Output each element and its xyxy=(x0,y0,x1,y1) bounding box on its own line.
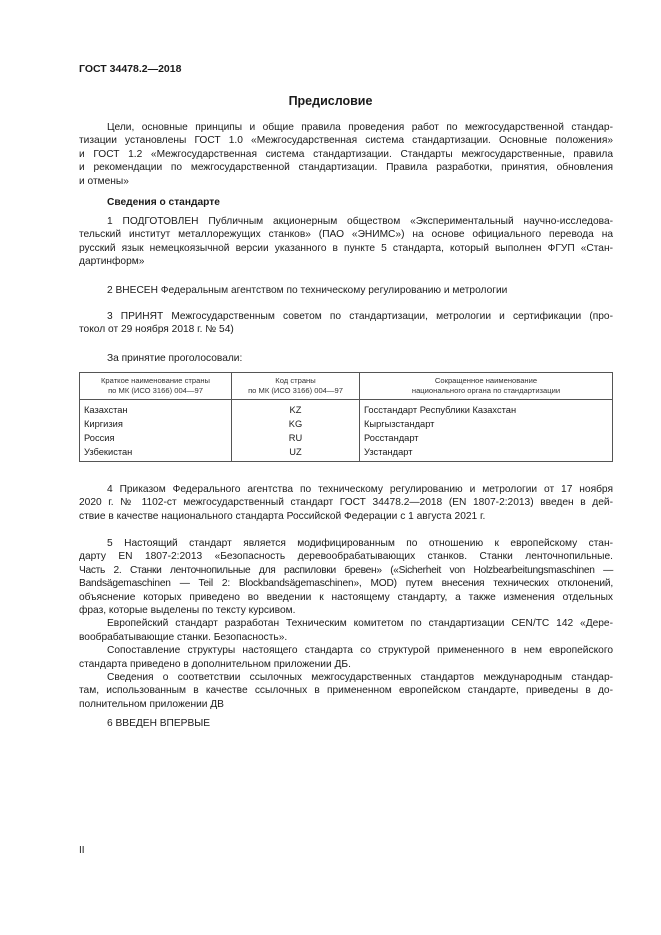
country-name-cell: Узбекистан xyxy=(80,445,232,462)
paragraph-line: дартинформ» xyxy=(79,256,145,268)
paragraph-line: русский язык немецкоязычной версии указанного в пункте 5 стандарта, который выполнен ФГУП «Стан- xyxy=(79,242,613,254)
table-row xyxy=(80,431,613,445)
paragraph-line: 4 Приказом Федерального агентства по техническому регулированию и метрологии от 17 ноября xyxy=(107,484,613,495)
header-line: Код страны xyxy=(275,376,316,385)
paragraph-line: 3 ПРИНЯТ Межгосударственным советом по стандартизации, метрологии и сертификации (про- xyxy=(107,311,613,322)
header-line: Сокращенное наименование xyxy=(434,376,538,385)
table-header-row xyxy=(80,373,613,400)
paragraph-line: Сведения о соответствии ссылочных межгосударственных стандартов международным стандар- xyxy=(107,672,613,684)
national-body-cell: Кыргызстандарт xyxy=(360,417,613,431)
header-national-body xyxy=(360,373,613,400)
paragraph-line: и ГОСТ 1.2 «Межгосударственная система стандартизации. Стандарты межгосударственные, правила xyxy=(79,148,613,160)
paragraph-line: токол от 29 ноября 2018 г. № 54) xyxy=(79,324,234,336)
item-3-adopted xyxy=(79,310,613,337)
paragraph-line: Bandsägemaschinen — Teil 2: Blockbandsägemaschinen», MOD) путем внесения технических отклонений, xyxy=(79,578,613,590)
paragraph-line: дарту EN 1807-2:2013 «Безопасность деревообрабатывающих станков. Станки ленточнопильные. xyxy=(79,551,613,563)
country-code-cell: RU xyxy=(232,431,360,445)
table-row xyxy=(80,445,613,462)
item-4-order xyxy=(79,483,613,523)
paragraph-line: объяснение которых приведено во введении к настоящему стандарту, а также изменения отдельных xyxy=(79,591,613,603)
country-code-cell: KG xyxy=(232,417,360,431)
country-name-cell: Казахстан xyxy=(80,400,232,418)
country-name-cell: Россия xyxy=(80,431,232,445)
paragraph-line: 6 ВВЕДЕН ВПЕРВЫЕ xyxy=(107,718,211,729)
item-1-prepared xyxy=(79,215,613,269)
paragraph-line: там, использованным в качестве ссылочных в примененном европейском стандарте, приведены в до- xyxy=(79,685,613,697)
paragraph-line: и отмены» xyxy=(79,175,129,187)
national-body-cell: Госстандарт Республики Казахстан xyxy=(360,400,613,418)
item-5-modification xyxy=(79,537,613,711)
paragraph-line: Европейский стандарт разработан Техническим комитетом по стандартизации CEN/TC 142 «Дере- xyxy=(107,618,613,630)
national-body-cell: Узстандарт xyxy=(360,445,613,462)
country-name-cell: Киргизия xyxy=(80,417,232,431)
item-6-introduced xyxy=(79,717,613,730)
paragraph-line: ствие в качестве национального стандарта Российской Федерации с 1 августа 2021 г. xyxy=(79,510,486,522)
country-code-cell: UZ xyxy=(232,445,360,462)
paragraph-line: 1 ПОДГОТОВЛЕН Публичным акционерным обществом «Экспериментальный научно-исследова- xyxy=(107,216,613,227)
header-line: по МК (ИСО 3166) 004—97 xyxy=(108,386,203,395)
voting-countries-table xyxy=(79,372,613,462)
document-code-header: ГОСТ 34478.2—2018 xyxy=(79,63,182,75)
table-row xyxy=(80,417,613,431)
paragraph-line: стандарта приведено в дополнительном приложении ДБ. xyxy=(79,658,351,670)
page-number: II xyxy=(79,845,85,856)
paragraph-line: 2 ВНЕСЕН Федеральным агентством по техническому регулированию и метрологии xyxy=(107,285,508,296)
section-title: Предисловие xyxy=(288,94,373,108)
header-line: национального органа по стандартизации xyxy=(411,386,561,395)
national-body-cell: Росстандарт xyxy=(360,431,613,445)
paragraph-line: фраз, которые выделены по тексту курсивом. xyxy=(79,605,296,617)
header-line: по МК (ИСО 3166) 004—97 xyxy=(248,386,343,395)
country-code-cell: KZ xyxy=(232,400,360,418)
paragraph-line: тельский институт металлорежущих станков» (ПАО «ЭНИМС») на основе официального перевода на xyxy=(79,229,613,241)
paragraph-line: 5 Настоящий стандарт является модифицированным по отношению к европейскому стан- xyxy=(107,538,613,549)
paragraph-line: вообрабатывающие станки. Безопасность». xyxy=(79,631,288,643)
paragraph-line: Часть 2. Станки ленточнопильные для распиловки бревен» («Sicherheit von Holzbearbeitungsmaschinen — xyxy=(79,564,613,576)
intro-paragraph xyxy=(79,121,613,188)
header-country-code xyxy=(232,373,360,400)
vote-label: За принятие проголосовали: xyxy=(107,353,243,364)
paragraph-line: полнительном приложении ДВ xyxy=(79,698,224,710)
header-country-name xyxy=(80,373,232,400)
table-row xyxy=(80,400,613,418)
standard-info-subheading: Сведения о стандарте xyxy=(107,197,220,208)
paragraph-line: и рекомендации по межгосударственной стандартизации. Правила разработки, принятия, обновления xyxy=(79,162,613,174)
item-2-submitted xyxy=(79,284,613,297)
paragraph-line: Цели, основные принципы и общие правила проведения работ по межгосударственной стандар- xyxy=(107,122,613,133)
paragraph-line: Сопоставление структуры настоящего стандарта со структурой примененного в нем европейского xyxy=(107,645,613,657)
paragraph-line: тизации установлены ГОСТ 1.0 «Межгосударственная система стандартизации. Основные положения» xyxy=(79,135,613,147)
paragraph-line: 2020 г. № 1102-ст межгосударственный стандарт ГОСТ 34478.2—2018 (EN 1807-2:2013) введен в дей- xyxy=(79,497,613,509)
header-line: Краткое наименование страны xyxy=(101,376,210,385)
